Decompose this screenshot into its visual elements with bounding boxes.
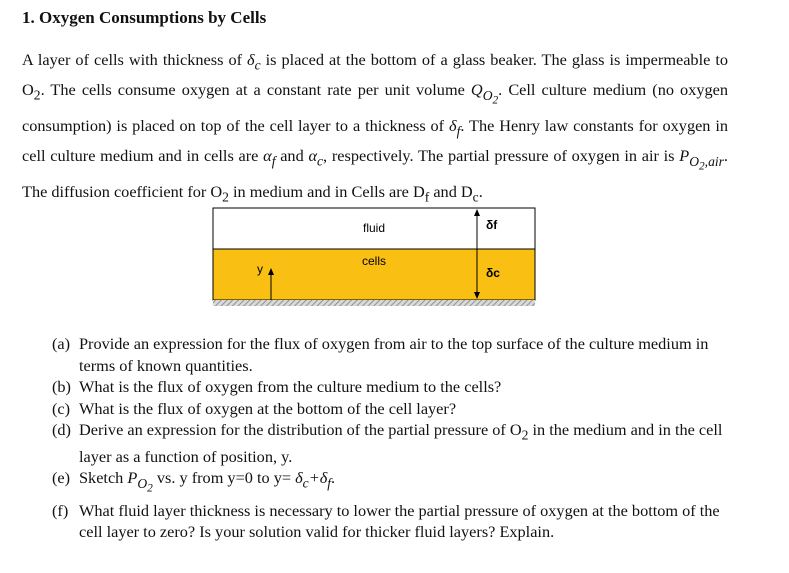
question-f (52, 500, 732, 543)
y-axis-label: y (257, 262, 263, 276)
question-tag: (d) (52, 420, 71, 439)
question-tag: (c) (52, 398, 71, 418)
delta-f-label: δf (486, 218, 498, 232)
question-b (52, 376, 732, 398)
symbol-q-o2: $Q_{O_2}$ (470, 80, 499, 107)
question-tag: (e) (52, 468, 71, 488)
symbol-delta-f: $\delta_f$ (449, 116, 461, 139)
question-text: Provide an expression for the flux of oxygen from air to the top surface of the culture medium in terms of known quantities. (79, 334, 709, 375)
question-text: What is the flux of oxygen at the bottom of the cell layer? (79, 398, 457, 418)
question-text: Derive an expression for the distribution of the partial pressure of $O_2$ in the medium and in the cell layer as a function of position, y. (79, 420, 723, 466)
question-d (52, 419, 732, 467)
question-tag: (f) (52, 500, 69, 520)
question-list (52, 333, 732, 543)
question-text: What fluid layer thickness is necessary to lower the partial pressure of oxygen at the bottom of the cell layer to zero? Is your solution valid for thicker fluid layers? Explain. (79, 500, 720, 542)
cells-label: cells (362, 254, 387, 268)
beaker-diagram (212, 207, 536, 307)
question-text: Sketch $P_{O_2}$ vs. y from y=0 to $y= \delta_c+\delta_f$. (79, 468, 336, 495)
symbol-p-o2-air: $P_{O_2,air}$ (679, 146, 724, 173)
question-e (52, 467, 732, 499)
fluid-label: fluid (363, 221, 386, 235)
question-c (52, 398, 732, 420)
glass-bottom (213, 300, 535, 306)
symbol-alpha-c: $\alpha_c$ (308, 146, 324, 169)
question-tag: (b) (52, 377, 71, 396)
question-text: What is the flux of oxygen from the culture medium to the cells? (79, 377, 502, 396)
problem-statement: A layer of cells with thickness of $\delta_c$ is placed at the bottom of a glass beaker. The glass is impermeable to $O_2$. The cells consume oxygen at a constant rate per unit volume $Q_{O_2}$. Cell culture medium (no oxygen consumption) is placed on top of the cell layer to a thickness of $\delta_f$. The Henry law constants for oxygen in cell culture medium and in cells are $\alpha_f$ and $\alpha_c$, respectively. The partial pressure of oxygen in air is $P_{O_2,air}$. The diffusion coefficient for $O_2$ in medium and in Cells are $D_f$ and $D_c$. (22, 50, 729, 205)
symbol-alpha-f: $\alpha_f$ (263, 146, 276, 169)
beaker-diagram-svg (212, 207, 536, 307)
delta-c-label: δc (486, 266, 500, 280)
symbol-delta-c: $\delta_c$ (247, 50, 261, 73)
question-tag: (a) (52, 334, 71, 353)
problem-title: 1. Oxygen Consumptions by Cells (22, 8, 267, 27)
question-a (52, 333, 732, 376)
